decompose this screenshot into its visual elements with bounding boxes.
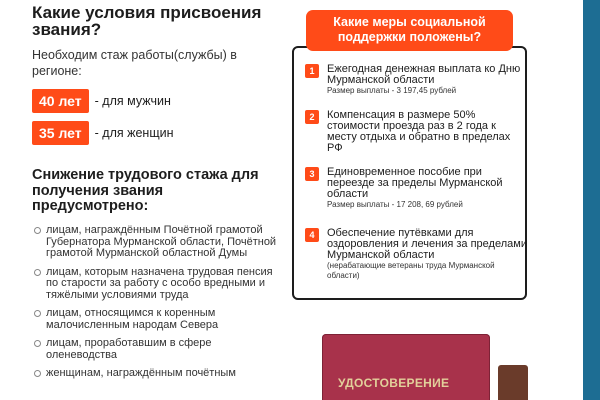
bullet-icon (34, 227, 41, 234)
experience-lead: Необходим стаж работы(службы) в регионе: (32, 48, 237, 78)
support-item-text: Ежегодная денежная выплата ко Дню Мурманской области (327, 63, 521, 86)
support-item-text: Обеспечение путёвками для оздоровления и лечения за пределами Мурманской области (327, 227, 527, 261)
number-badge: 3 (305, 167, 319, 181)
support-item-2 (305, 110, 527, 154)
list-item: лицам, которым назначена трудовая пенсия по старости за работу с особо вредными и тяжёлыми условиями труда (34, 267, 284, 302)
bullet-icon (34, 269, 41, 276)
number-badge: 2 (305, 110, 319, 124)
list-item: лицам, относящимся к коренным малочисленным народам Севера (34, 308, 284, 331)
list-item: лицам, награждённым Почётной грамотой Губернатора Мурманской области, Почётной грамотой Мурманской областной Думы (34, 225, 284, 260)
reduction-list (34, 225, 284, 387)
reduction-title: Снижение трудового стажа для получения звания предусмотрено: (32, 167, 259, 214)
bullet-icon (34, 340, 41, 347)
age-text-women: - для женщин (94, 126, 174, 140)
bullet-icon (34, 370, 41, 377)
support-item-text: Единовременное пособие при переезде за пределы Мурманской области (327, 166, 503, 200)
support-item-3 (305, 167, 527, 210)
support-item-text: Компенсация в размере 50% стоимости проезда раз в 2 года к месту отдыха и обратно в пределах РФ (327, 109, 511, 154)
age-row-men (32, 89, 171, 113)
age-row-women (32, 121, 174, 145)
support-item-4 (305, 228, 527, 281)
age-badge-women: 35 лет (32, 121, 89, 145)
bullet-icon (34, 310, 41, 317)
support-item-sub: Размер выплаты - 3 197,45 рублей (327, 86, 457, 95)
certificate-photo (322, 334, 490, 400)
age-badge-men: 40 лет (32, 89, 89, 113)
list-item: женщинам, награждённым почётным (34, 368, 284, 380)
age-text-men: - для мужчин (94, 94, 171, 108)
support-title-pill: Какие меры социальной поддержки положены? (306, 10, 513, 51)
list-item: лицам, проработавшим в сфере оленеводства (34, 338, 284, 361)
second-certificate-photo (498, 365, 528, 400)
support-item-sub: Размер выплаты - 17 208, 69 рублей (327, 200, 463, 209)
number-badge: 1 (305, 64, 319, 78)
conditions-title: Какие условия присвоения звания? (32, 3, 262, 39)
support-item-1 (305, 64, 527, 96)
number-badge: 4 (305, 228, 319, 242)
support-item-sub: (нерабатающие ветераны труда Мурманской области) (327, 261, 495, 280)
side-color-band (583, 0, 600, 400)
certificate-label: УДОСТОВЕРЕНИЕ (338, 376, 450, 390)
